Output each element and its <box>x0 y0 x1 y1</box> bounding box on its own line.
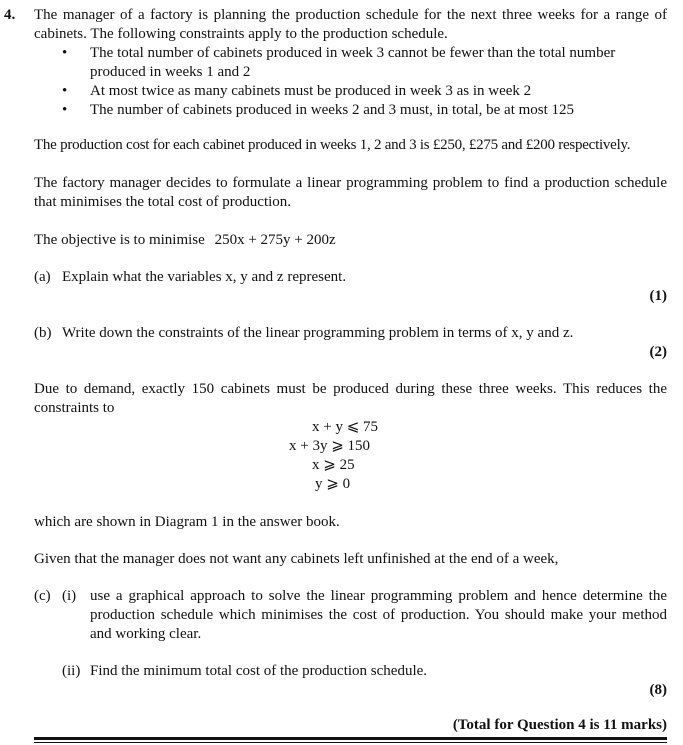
constraint-line: x + 3y ⩾ 150 <box>289 438 371 454</box>
part-b <box>34 324 667 343</box>
part-c-i-text: use a graphical approach to solve the linear programming problem and hence determine the production schedule which minimises the cost of production. You should make your method and working clear. <box>90 588 667 642</box>
part-c-marks: (8) <box>649 682 667 698</box>
bottom-rule <box>34 737 667 740</box>
decision-paragraph: The factory manager decides to formulate a linear programming problem to find a production schedule that minimises the total cost of production. <box>34 175 667 210</box>
part-a-marks: (1) <box>649 288 667 304</box>
bullet-item: • The total number of cabinets produced in week 3 cannot be fewer than the total number produced in weeks 1 and 2 <box>62 44 667 82</box>
constraint-line: x + y ⩽ 75 <box>312 419 379 435</box>
part-c-label: (c) (i) <box>34 588 77 604</box>
question-stem: The manager of a factory is planning the production schedule for the next three weeks for a range of cabinets. The following constraints apply to the production schedule. <box>34 7 667 42</box>
part-a-text: Explain what the variables x, y and z represent. <box>62 269 347 285</box>
part-b-marks: (2) <box>649 344 667 360</box>
constraint-line: x ⩾ 25 <box>312 457 355 473</box>
objective-prefix: The objective is to minimise <box>34 232 205 248</box>
part-c-ii-label: (ii) <box>62 663 81 679</box>
constraint-bullets <box>62 44 667 120</box>
objective-line <box>34 231 667 250</box>
constraint-line: y ⩾ 0 <box>315 476 351 492</box>
cost-paragraph: The production cost for each cabinet produced in weeks 1, 2 and 3 is £250, £275 and £200 respectively. <box>34 137 631 153</box>
given-paragraph: Given that the manager does not want any cabinets left unfinished at the end of a week, <box>34 551 559 567</box>
part-c-i-label: (i) <box>62 588 77 604</box>
diagram-reference: which are shown in Diagram 1 in the answer book. <box>34 514 340 530</box>
demand-paragraph: Due to demand, exactly 150 cabinets must be produced during these three weeks. This reduces the constraints to <box>34 381 667 416</box>
part-a-label: (a) <box>34 269 51 285</box>
bottom-rule-thin <box>34 742 667 743</box>
part-b-label: (b) <box>34 325 52 341</box>
part-c-ii-text: Find the minimum total cost of the production schedule. <box>90 663 428 679</box>
question-total: (Total for Question 4 is 11 marks) <box>452 717 667 733</box>
objective-expression: 250x + 275y + 200z <box>214 232 336 248</box>
part-c-ii <box>62 662 667 681</box>
part-a <box>34 268 667 287</box>
bullet-item: • At most twice as many cabinets must be produced in week 3 as in week 2 <box>62 82 667 101</box>
question-number: 4. <box>4 7 16 23</box>
part-b-text: Write down the constraints of the linear programming problem in terms of x, y and z. <box>62 325 574 341</box>
bullet-item: • The number of cabinets produced in weeks 2 and 3 must, in total, be at most 125 <box>62 101 667 120</box>
